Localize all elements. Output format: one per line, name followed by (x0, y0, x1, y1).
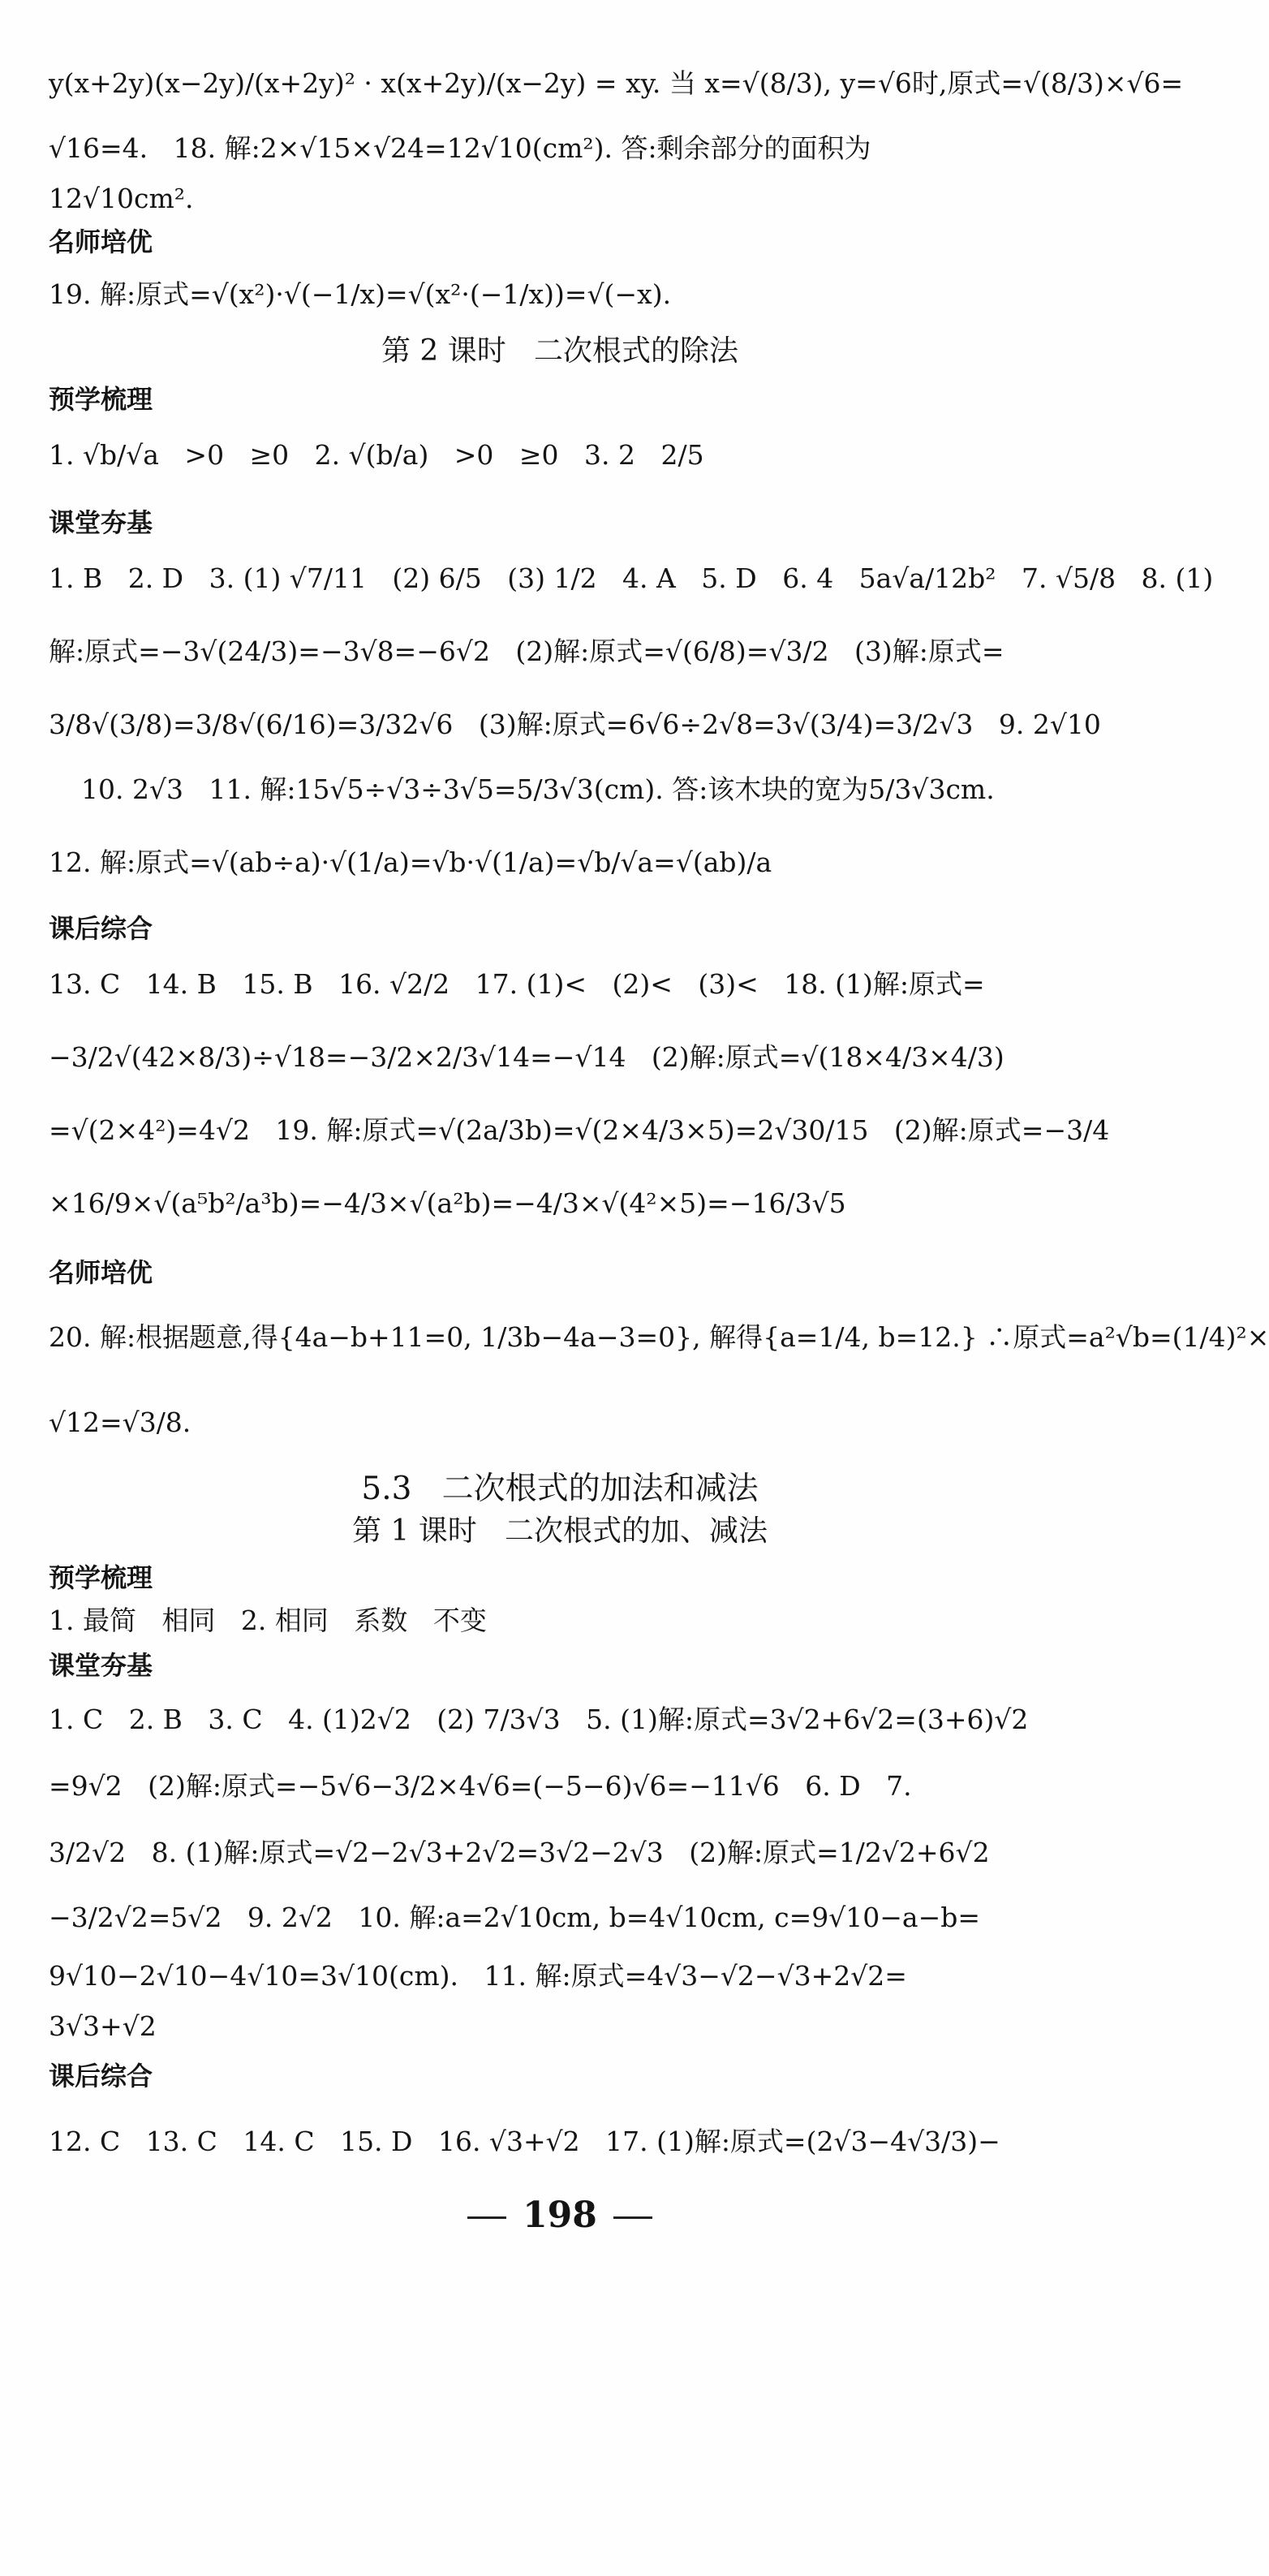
answer-line-13: =√(2×4²)=4√2 19. 解:原式=√(2a/3b)=√(2×4/3×5)=2√30/15 (2)解:原式=−3/4 (49, 1114, 1110, 1146)
answer-line-18: 1. C 2. B 3. C 4. (1)2√2 (2) 7/3√3 5. (1)解:原式=3√2+6√2=(3+6)√2 (49, 1704, 1029, 1735)
answer-line-1: y(x+2y)(x−2y)/(x+2y)² · x(x+2y)/(x−2y) = xy. 当 x=√(8/3), y=√6时,原式=√(8/3)×√6= (49, 67, 1184, 99)
answer-line-2: √16=4. 18. 解:2×√15×√24=12√10(cm²). 答:剩余部分的面积为 (49, 132, 871, 164)
section-heading-kehou-2: 课后综合 (49, 2061, 153, 2091)
answer-line-23: 3√3+√2 (49, 2010, 157, 2042)
answer-line-21: −3/2√2=5√2 9. 2√2 10. 解:a=2√10cm, b=4√10cm, c=9√10−a−b= (49, 1902, 981, 1933)
answer-line-3: 12√10cm². (49, 183, 194, 214)
page-number-text: 198 (523, 2195, 597, 2236)
answer-line-12: −3/2√(42×8/3)÷√18=−3/2×2/3√14=−√14 (2)解:原式=√(18×4/3×4/3) (49, 1041, 1004, 1073)
section-heading-ketang: 课堂夯基 (49, 507, 153, 538)
answer-line-15: 20. 解:根据题意,得{4a−b+11=0, 1/3b−4a−3=0}, 解得{a=1/4, b=12.} ∴原式=a²√b=(1/4)²× (49, 1321, 1269, 1353)
answer-line-8: 3/8√(3/8)=3/8√(6/16)=3/32√6 (3)解:原式=6√6÷2√8=3√(3/4)=3/2√3 9. 2√10 (49, 709, 1101, 740)
lesson-title-1: 第 1 课时 二次根式的加、减法 (351, 1514, 768, 1548)
page-number (49, 2193, 1071, 2238)
page-number-dash-left (467, 2216, 506, 2219)
answer-line-4: 19. 解:原式=√(x²)·√(−1/x)=√(x²·(−1/x))=√(−x). (49, 278, 672, 310)
answer-line-24: 12. C 13. C 14. C 15. D 16. √3+√2 17. (1)解:原式=(2√3−4√3/3)− (49, 2126, 1000, 2157)
answer-line-7: 解:原式=−3√(24/3)=−3√8=−6√2 (2)解:原式=√(6/8)=√3/2 (3)解:原式= (49, 635, 1004, 667)
section-heading-yuxue-2: 预学梳理 (49, 1562, 153, 1593)
section-heading-yuxue: 预学梳理 (49, 384, 153, 415)
section-heading-ketang-2: 课堂夯基 (49, 1650, 153, 1681)
answer-line-16: √12=√3/8. (49, 1406, 191, 1438)
answer-line-5: 1. √b/√a >0 ≥0 2. √(b/a) >0 ≥0 3. 2 2/5 (49, 439, 704, 471)
answer-line-22: 9√10−2√10−4√10=3√10(cm). 11. 解:原式=4√3−√2−√3+2√2= (49, 1960, 907, 1992)
answer-line-10: 12. 解:原式=√(ab÷a)·√(1/a)=√b·√(1/a)=√b/√a=√(ab)/a (49, 846, 772, 878)
answer-line-19: =9√2 (2)解:原式=−5√6−3/2×4√6=(−5−6)√6=−11√6 6. D 7. (49, 1770, 912, 1802)
page-number-dash-right (613, 2216, 652, 2219)
answer-line-6: 1. B 2. D 3. (1) √7/11 (2) 6/5 (3) 1/2 4. A 5. D 6. 4 5a√a/12b² 7. √5/8 8. (1) (49, 562, 1214, 594)
answer-line-20: 3/2√2 8. (1)解:原式=√2−2√3+2√2=3√2−2√3 (2)解:原式=1/2√2+6√2 (49, 1837, 990, 1868)
section-heading-kehou: 课后综合 (49, 913, 153, 944)
answer-line-9: 10. 2√3 11. 解:15√5÷√3÷3√5=5/3√3(cm). 答:该木块的宽为5/3√3cm. (81, 773, 995, 805)
answer-line-14: ×16/9×√(a⁵b²/a³b)=−4/3×√(a²b)=−4/3×√(4²×5)=−16/3√5 (49, 1187, 846, 1219)
section-heading-mingshi-2: 名师培优 (49, 1257, 153, 1288)
lesson-title-2: 第 2 课时 二次根式的除法 (381, 334, 739, 368)
section-heading-mingshi: 名师培优 (49, 226, 153, 257)
answer-line-11: 13. C 14. B 15. B 16. √2/2 17. (1)< (2)< (3)< 18. (1)解:原式= (49, 968, 985, 1000)
answer-line-17: 1. 最简 相同 2. 相同 系数 不变 (49, 1605, 487, 1636)
section-title-5-3: 5.3 二次根式的加法和减法 (361, 1471, 759, 1507)
